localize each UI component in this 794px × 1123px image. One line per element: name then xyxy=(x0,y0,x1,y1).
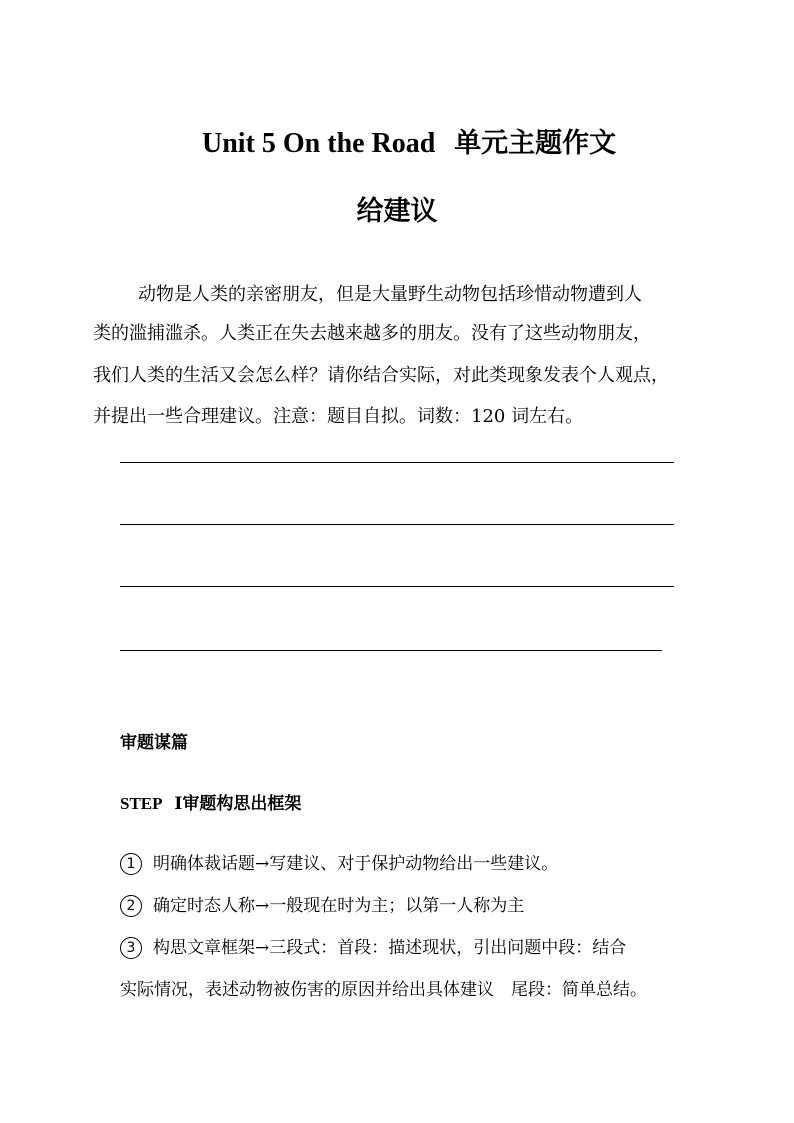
title-english: Unit 5 On the Road xyxy=(202,128,436,159)
circled-number: 1 xyxy=(120,853,142,875)
prompt-line: 我们人类的生活又会怎么样？请你结合实际，对此类现象发表个人观点， xyxy=(93,365,669,386)
writing-line xyxy=(120,586,674,587)
prompt-line: 类的滥捕滥杀。人类正在失去越来越多的朋友。没有了这些动物朋友， xyxy=(93,323,651,344)
circled-number: 2 xyxy=(120,895,142,917)
title-chinese: 单元主题作文 xyxy=(454,128,617,159)
list-item-continuation: 实际情况，表述动物被伤害的原因并给出具体建议 尾段：简单总结。 xyxy=(120,980,647,1000)
step-label: STEP xyxy=(120,794,163,813)
writing-line xyxy=(120,524,674,525)
step-title: Ⅰ审题构思出框架 xyxy=(174,794,302,814)
list-item xyxy=(120,936,626,960)
list-item xyxy=(120,852,558,876)
list-item xyxy=(120,894,524,918)
writing-line xyxy=(120,650,662,651)
document-subtitle: 给建议 xyxy=(356,196,438,227)
document-title xyxy=(0,126,794,162)
step-heading xyxy=(120,792,301,816)
prompt-line: 动物是人类的亲密朋友，但是大量野生动物包括珍惜动物遭到人 xyxy=(138,284,642,305)
prompt-line: 并提出一些合理建议。注意：题目自拟。词数：120 词左右。 xyxy=(93,406,584,427)
writing-line xyxy=(120,462,674,463)
list-item-text: 构思文章框架→三段式：首段：描述现状，引出问题中段：结合 xyxy=(153,938,627,958)
list-item-text: 确定时态人称→一般现在时为主；以第一人称为主 xyxy=(153,896,525,916)
list-item-text: 明确体裁话题→写建议、对于保护动物给出一些建议。 xyxy=(153,854,559,874)
circled-number: 3 xyxy=(120,937,142,959)
section-heading: 审题谋篇 xyxy=(120,733,188,753)
